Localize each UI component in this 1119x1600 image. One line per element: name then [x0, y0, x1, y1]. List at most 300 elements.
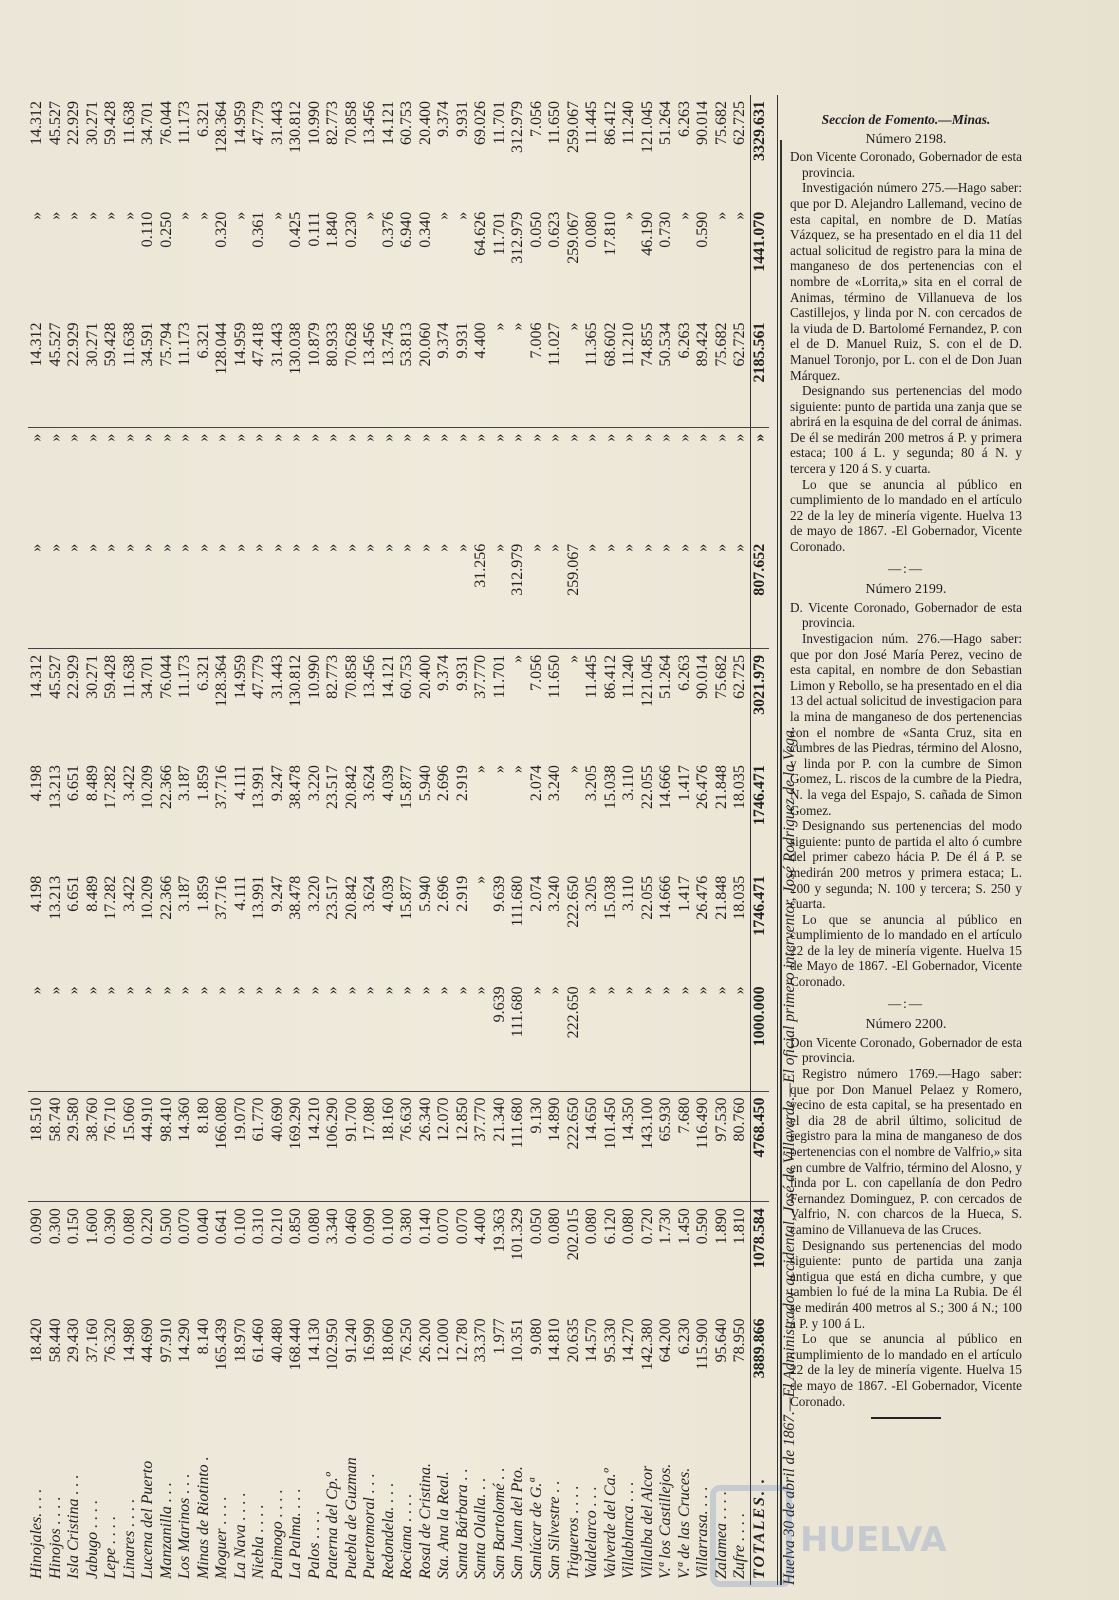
value-cell: » — [46, 433, 64, 442]
value-cell: » — [287, 980, 306, 1091]
value-cell: 46.190 — [638, 211, 656, 256]
table-row — [158, 95, 177, 1585]
municipality-cell: Rosal de Cristina. — [416, 1462, 434, 1579]
value-cell: 70.858 — [342, 101, 360, 145]
value-cell: » — [731, 433, 748, 442]
value-cell: 5.940 — [416, 875, 434, 912]
value-cell: 4.400 — [472, 1208, 489, 1245]
value-cell: 1.859 — [194, 765, 212, 802]
value-cell: 11.638 — [120, 654, 138, 699]
value-cell: » — [28, 980, 47, 1091]
value-cell: 15.038 — [601, 765, 619, 810]
end-rule — [871, 1417, 941, 1419]
value-cell: 0.500 — [157, 1208, 175, 1245]
municipality-cell: Villarrasa. . . . — [694, 1486, 711, 1579]
value-cell: 165.439 — [213, 1318, 230, 1371]
value-cell: 13.456 — [361, 101, 378, 145]
value-cell: » — [620, 980, 639, 1091]
value-cell: 45.527 — [46, 101, 64, 145]
value-cell: 4.198 — [28, 765, 45, 802]
value-cell: 62.725 — [731, 101, 748, 145]
value-cell: 75.794 — [158, 316, 177, 427]
value-cell: 259.067 — [565, 538, 584, 649]
stamp-word: HUELVA — [800, 1520, 947, 1560]
value-cell: 0.376 — [379, 211, 397, 248]
value-cell: 13.456 — [361, 654, 378, 699]
value-cell: 60.753 — [398, 101, 415, 145]
value-cell: 0.250 — [157, 211, 175, 248]
value-cell: 14.810 — [546, 1318, 563, 1363]
municipality-cell: San Silvestre . . — [546, 1480, 563, 1579]
value-cell: 4.400 — [472, 316, 491, 427]
municipality-cell: Moguer . . . . — [213, 1496, 230, 1579]
value-cell: 47.779 — [250, 101, 267, 145]
value-cell: 14.312 — [28, 101, 45, 145]
value-cell: 14.959 — [232, 316, 251, 427]
value-cell: 10.990 — [305, 101, 323, 145]
value-cell: 62.725 — [731, 654, 748, 699]
value-cell: » — [269, 538, 288, 649]
municipality-cell: Paimogo . . . . — [268, 1489, 286, 1579]
value-cell: 6.321 — [194, 101, 212, 137]
value-cell: » — [102, 211, 119, 220]
value-cell: 1078.584 — [750, 1202, 769, 1313]
value-cell: 1.600 — [83, 1208, 101, 1245]
value-cell: » — [565, 316, 584, 427]
value-cell: 78.950 — [731, 1318, 748, 1363]
value-cell: 20.635 — [564, 1318, 582, 1363]
value-cell: » — [527, 433, 545, 442]
value-cell: 11.445 — [583, 654, 600, 699]
value-cell: » — [65, 538, 84, 649]
value-cell: 20.400 — [416, 101, 434, 145]
table-row — [657, 95, 676, 1585]
value-cell: » — [250, 433, 267, 442]
value-cell: 2.696 — [435, 765, 452, 802]
value-cell: 8.180 — [195, 1091, 214, 1202]
municipality-cell: Hinojos . . . . — [46, 1496, 64, 1579]
value-cell: » — [343, 538, 362, 649]
value-cell: 47.779 — [250, 654, 267, 699]
municipality-cell: Sanlúcar de G.ª — [527, 1478, 545, 1579]
value-cell: 0.080 — [620, 1208, 637, 1245]
value-cell: 101.450 — [602, 1091, 621, 1202]
value-cell: 14.312 — [28, 316, 47, 427]
value-cell: » — [491, 316, 510, 427]
value-cell: 2.919 — [453, 765, 471, 802]
value-cell: 17.282 — [102, 875, 119, 920]
value-cell: 3.624 — [361, 765, 378, 802]
value-cell: 6.321 — [195, 316, 214, 427]
value-cell: 65.930 — [657, 1091, 676, 1202]
value-cell: 111.680 — [509, 980, 528, 1091]
value-cell: » — [343, 980, 362, 1091]
municipality-cell: Puertomoral . . . — [361, 1473, 378, 1579]
value-cell: » — [583, 538, 602, 649]
value-cell: 7.006 — [528, 316, 547, 427]
value-cell: 11.650 — [546, 101, 563, 145]
municipality-cell: Minas de Riotinto . — [194, 1456, 212, 1579]
value-cell: 51.264 — [657, 101, 674, 145]
value-cell: » — [472, 433, 489, 442]
value-cell: » — [731, 211, 748, 220]
notice-2199-designation: Designando sus pertenencias del modo siguiente: punto de partida el alto ó cumbre del primer cabezo hácia P. De él á P. se medirán 200 metros y primera estaca; L. 200 y segunda; N. 100 y tercera; S. 250 y cuarta. — [790, 818, 1022, 912]
value-cell: 0.080 — [583, 211, 600, 248]
value-cell: 59.428 — [102, 316, 121, 427]
value-cell: » — [509, 765, 526, 774]
municipality-cell: Isla Cristina . . . — [65, 1474, 82, 1579]
value-cell: 121.045 — [638, 101, 656, 153]
notice-2199-salutation: D. Vicente Coronado, Gobernador de esta provincia. — [790, 599, 1022, 631]
value-cell: » — [546, 433, 563, 442]
value-cell: 50.534 — [657, 316, 676, 427]
value-cell: 11.638 — [121, 316, 140, 427]
value-cell: 15.877 — [398, 875, 415, 920]
value-cell: 10.351 — [509, 1318, 526, 1363]
value-cell: » — [675, 211, 693, 220]
municipality-cell: Santa Olalla. . . — [472, 1477, 489, 1579]
value-cell: 9.130 — [528, 1091, 547, 1202]
table-row — [713, 95, 732, 1585]
table-row — [324, 95, 343, 1585]
value-cell: 37.770 — [472, 1091, 491, 1202]
value-cell: 31.443 — [268, 101, 286, 145]
notice-2200-salutation: Don Vicente Coronado, Gobernador de esta provincia. — [790, 1034, 1022, 1066]
value-cell: » — [657, 538, 676, 649]
value-cell: 3.205 — [583, 875, 600, 912]
value-cell: 11.701 — [490, 211, 508, 256]
value-cell: 31.256 — [472, 538, 491, 649]
value-cell: 0.050 — [527, 1208, 545, 1245]
value-cell: » — [601, 433, 619, 442]
value-cell: 11.210 — [620, 316, 639, 427]
value-cell: 33.370 — [472, 1318, 489, 1363]
value-cell: 312.979 — [509, 101, 526, 153]
value-cell: 0.425 — [287, 211, 304, 248]
value-cell: 130.812 — [287, 101, 304, 153]
table-row — [694, 95, 713, 1585]
value-cell: » — [232, 980, 251, 1091]
municipality-cell: Valdelarco . . . — [583, 1486, 600, 1579]
value-cell: 4.111 — [231, 765, 249, 800]
value-cell: » — [306, 538, 325, 649]
value-cell: » — [398, 980, 417, 1091]
municipality-cell: V.ª los Castillejos. — [657, 1463, 674, 1579]
value-cell: 21.340 — [491, 1091, 510, 1202]
value-cell: 6.230 — [675, 1318, 693, 1355]
value-cell: 0.070 — [453, 1208, 471, 1245]
value-cell: » — [324, 980, 343, 1091]
value-cell: 68.602 — [602, 316, 621, 427]
value-cell: 0.380 — [398, 1208, 415, 1245]
value-cell: 312.979 — [509, 211, 526, 264]
value-cell: 20.842 — [342, 765, 360, 810]
value-cell: 14.350 — [620, 1091, 639, 1202]
value-cell: » — [564, 654, 582, 663]
value-cell: » — [620, 433, 637, 442]
table-row — [139, 95, 158, 1585]
value-cell: 13.991 — [250, 765, 267, 810]
value-cell: 2.696 — [435, 875, 452, 912]
value-cell: 37.716 — [213, 875, 230, 920]
tax-distribution-table — [28, 95, 769, 1585]
value-cell: 38.478 — [287, 875, 304, 920]
value-cell: » — [268, 433, 286, 442]
value-cell: » — [509, 316, 528, 427]
value-cell: 102.950 — [324, 1318, 341, 1371]
value-cell: » — [361, 538, 380, 649]
value-cell: 4.198 — [28, 875, 45, 912]
value-cell: » — [417, 538, 436, 649]
notice-2199-title: Número 2199. — [865, 582, 947, 598]
value-cell: 34.701 — [139, 101, 156, 145]
value-cell: » — [657, 433, 674, 442]
value-cell: 0.100 — [231, 1208, 249, 1245]
value-cell: 17.810 — [601, 211, 619, 256]
value-cell: » — [638, 433, 656, 442]
value-cell: » — [84, 538, 103, 649]
value-cell: 1.730 — [657, 1208, 674, 1245]
value-cell: » — [139, 980, 158, 1091]
value-cell: » — [28, 538, 47, 649]
value-cell: 95.640 — [712, 1318, 730, 1363]
value-cell: 3.220 — [305, 875, 323, 912]
value-cell: » — [416, 433, 434, 442]
value-cell: 22.055 — [638, 875, 656, 920]
value-cell: 8.489 — [83, 765, 101, 802]
value-cell: 14.980 — [120, 1318, 138, 1363]
value-cell: 7.056 — [527, 654, 545, 691]
value-cell: 11.701 — [490, 101, 508, 145]
value-cell: 75.682 — [713, 316, 732, 427]
value-cell: 11.173 — [176, 316, 195, 427]
value-cell: » — [472, 980, 491, 1091]
value-cell: 3.205 — [583, 765, 600, 802]
value-cell: 142.380 — [638, 1318, 656, 1371]
value-cell: » — [195, 980, 214, 1091]
table-row — [232, 95, 251, 1585]
value-cell: 44.690 — [139, 1318, 156, 1363]
notice-2198-salutation: Don Vicente Coronado, Gobernador de esta provincia. — [790, 149, 1022, 180]
value-cell: » — [361, 433, 378, 442]
value-cell: 26.476 — [694, 765, 711, 810]
value-cell: » — [65, 433, 82, 442]
value-cell: 14.121 — [379, 654, 397, 699]
value-cell: 259.067 — [564, 211, 582, 264]
notice-2200-body: Registro número 1769.—Hago saber: que por Don Manuel Pelaez y Romero, vecino de esta capital, se ha presentado en el dia 28 de abril último, solicitud de registro para la mina de manganeso de dos pertenencias con el nombre de Valfrio,» sita en cumbre de Valfrio, término del Alosno, y linda por L. con capellanía de don Pedro Fernandez Dominguez, P. con cercados de Valfrio, N. con charcos de la Hueca, S. camino de Villanueva de las Cruces. — [790, 1066, 1022, 1237]
value-cell: 0.390 — [102, 1208, 119, 1245]
value-cell: 20.400 — [416, 654, 434, 699]
value-cell: 169.290 — [287, 1091, 306, 1202]
value-cell: 7.680 — [676, 1091, 695, 1202]
value-cell: 0.080 — [583, 1208, 600, 1245]
value-cell: 1.450 — [675, 1208, 693, 1245]
value-cell: » — [639, 538, 658, 649]
value-cell: » — [583, 433, 600, 442]
value-cell: 222.650 — [564, 875, 582, 928]
value-cell: » — [694, 433, 711, 442]
value-cell: » — [83, 433, 101, 442]
table-row — [176, 95, 195, 1585]
value-cell: 29.580 — [65, 1091, 84, 1202]
table-row — [380, 95, 399, 1585]
value-cell: 0.090 — [28, 1208, 45, 1245]
value-cell: 58.440 — [46, 1318, 64, 1363]
value-cell: 1746.471 — [750, 870, 769, 981]
value-cell: 1000.000 — [750, 980, 769, 1091]
value-cell: 14.650 — [583, 1091, 602, 1202]
value-cell: » — [102, 980, 121, 1091]
value-cell: 45.527 — [47, 316, 66, 427]
value-cell: » — [675, 433, 693, 442]
value-cell: 6.940 — [398, 211, 415, 248]
value-cell: 26.340 — [417, 1091, 436, 1202]
value-cell: » — [361, 980, 380, 1091]
value-cell: » — [176, 433, 193, 442]
value-cell: » — [398, 538, 417, 649]
table-body — [28, 95, 769, 1585]
value-cell: 9.374 — [435, 654, 452, 691]
value-cell: 13.745 — [380, 316, 399, 427]
value-cell: 3.110 — [620, 765, 637, 801]
value-cell: 26.200 — [416, 1318, 434, 1363]
value-cell: » — [342, 433, 360, 442]
value-cell: » — [713, 980, 732, 1091]
value-cell: 15.060 — [121, 1091, 140, 1202]
value-cell: 9.374 — [435, 101, 452, 137]
value-cell: » — [620, 538, 639, 649]
value-cell: » — [83, 211, 101, 220]
value-cell: 166.080 — [213, 1091, 232, 1202]
value-cell: 111.680 — [509, 875, 526, 927]
value-cell: 37.770 — [472, 654, 489, 699]
table-row — [398, 95, 417, 1585]
value-cell: 116.490 — [694, 1091, 713, 1202]
value-cell: » — [398, 433, 415, 442]
value-cell: » — [194, 211, 212, 220]
value-cell: 11.240 — [620, 654, 637, 699]
value-cell: 0.090 — [361, 1208, 378, 1245]
value-cell: 14.666 — [657, 875, 674, 920]
value-cell: 60.753 — [398, 654, 415, 699]
value-cell: » — [231, 211, 249, 220]
value-cell: 18.035 — [731, 765, 748, 810]
value-cell: » — [47, 980, 66, 1091]
notice-2199-closing: Lo que se anuncia al público en cumplimiento de lo mandado en el artículo 22 de la ley de minería vigente. Huelva 15 de Mayo de 1867. -El Gobernador, Vicente Coronado. — [790, 911, 1022, 990]
municipality-cell: Palos . . . . — [305, 1510, 323, 1579]
value-cell: » — [528, 980, 547, 1091]
value-cell: » — [509, 654, 526, 663]
value-cell: » — [65, 980, 84, 1091]
value-cell: 0.080 — [120, 1208, 138, 1245]
value-cell: 13.456 — [361, 316, 380, 427]
table-row — [602, 95, 621, 1585]
municipality-cell: Valverde del Ca.º — [601, 1468, 619, 1579]
table-row — [417, 95, 436, 1585]
municipality-cell: Trigueros . . . . — [564, 1485, 582, 1579]
value-cell: 20.060 — [417, 316, 436, 427]
value-cell: » — [490, 765, 508, 774]
value-cell: 98.410 — [158, 1091, 177, 1202]
value-cell: 0.850 — [287, 1208, 304, 1245]
value-cell: » — [84, 980, 103, 1091]
value-cell: 3.187 — [176, 875, 193, 912]
library-stamp — [690, 1465, 947, 1585]
value-cell: » — [65, 211, 82, 220]
value-cell: » — [121, 980, 140, 1091]
value-cell: 86.412 — [601, 101, 619, 145]
value-cell: 14.570 — [583, 1318, 600, 1363]
value-cell: » — [287, 433, 304, 442]
value-cell: 5.940 — [416, 765, 434, 802]
value-cell: 30.271 — [83, 101, 101, 145]
value-cell: 53.813 — [398, 316, 417, 427]
table-row — [287, 95, 306, 1585]
value-cell: » — [472, 875, 489, 884]
value-cell: 40.690 — [269, 1091, 288, 1202]
value-cell: 222.650 — [565, 980, 584, 1091]
table-row — [28, 95, 47, 1585]
value-cell: 9.080 — [527, 1318, 545, 1355]
section-title: Seccion de Fomento.—Minas. — [821, 112, 991, 127]
value-cell: 0.110 — [139, 211, 156, 248]
value-cell: » — [139, 538, 158, 649]
value-cell: 12.780 — [453, 1318, 471, 1363]
value-cell: 1746.471 — [750, 759, 769, 870]
value-cell: 61.460 — [250, 1318, 267, 1363]
table-row — [565, 95, 584, 1585]
value-cell: 9.247 — [268, 875, 286, 912]
value-cell: 9.247 — [268, 765, 286, 802]
municipality-cell: Paterna del Cp.º — [324, 1472, 341, 1579]
value-cell: 0.111 — [305, 211, 323, 247]
value-cell: 14.270 — [620, 1318, 637, 1363]
value-cell: 6.263 — [675, 654, 693, 691]
value-cell: » — [305, 433, 323, 442]
value-cell: » — [453, 211, 471, 220]
value-cell: 0.320 — [213, 211, 230, 248]
notice-2200-closing: Lo que se anuncia al público en cumplimiento de lo mandado en el artículo 22 de la ley de minería vigente. Huelva 15 de mayo de 1867. -El Gobernador, Vicente Coronado. — [790, 1331, 1022, 1409]
value-cell: » — [213, 980, 232, 1091]
value-cell: 3.422 — [120, 875, 138, 912]
value-cell: 1.859 — [194, 875, 212, 912]
value-cell: 1441.070 — [750, 206, 769, 317]
value-cell: 8.140 — [194, 1318, 212, 1355]
value-cell: 0.150 — [65, 1208, 82, 1245]
value-cell: 91.700 — [343, 1091, 362, 1202]
value-cell: 0.080 — [305, 1208, 323, 1245]
value-cell: 13.213 — [46, 765, 64, 810]
value-cell: » — [324, 433, 341, 442]
value-cell: 76.044 — [157, 101, 175, 145]
value-cell: 19.070 — [232, 1091, 251, 1202]
value-cell: 22.366 — [157, 765, 175, 810]
value-cell: 91.240 — [342, 1318, 360, 1363]
value-cell: 37.716 — [213, 765, 230, 810]
value-cell: » — [361, 211, 378, 220]
municipality-cell: Linares . . . . — [120, 1498, 138, 1579]
table-row — [509, 95, 528, 1585]
value-cell: » — [657, 980, 676, 1091]
totals-row — [750, 95, 769, 1585]
value-cell: 0.361 — [250, 211, 267, 248]
value-cell: 11.027 — [546, 316, 565, 427]
value-cell: 14.360 — [176, 1091, 195, 1202]
value-cell: 89.424 — [694, 316, 713, 427]
value-cell: » — [639, 980, 658, 1091]
value-cell: 12.850 — [454, 1091, 473, 1202]
value-cell: 75.682 — [712, 101, 730, 145]
